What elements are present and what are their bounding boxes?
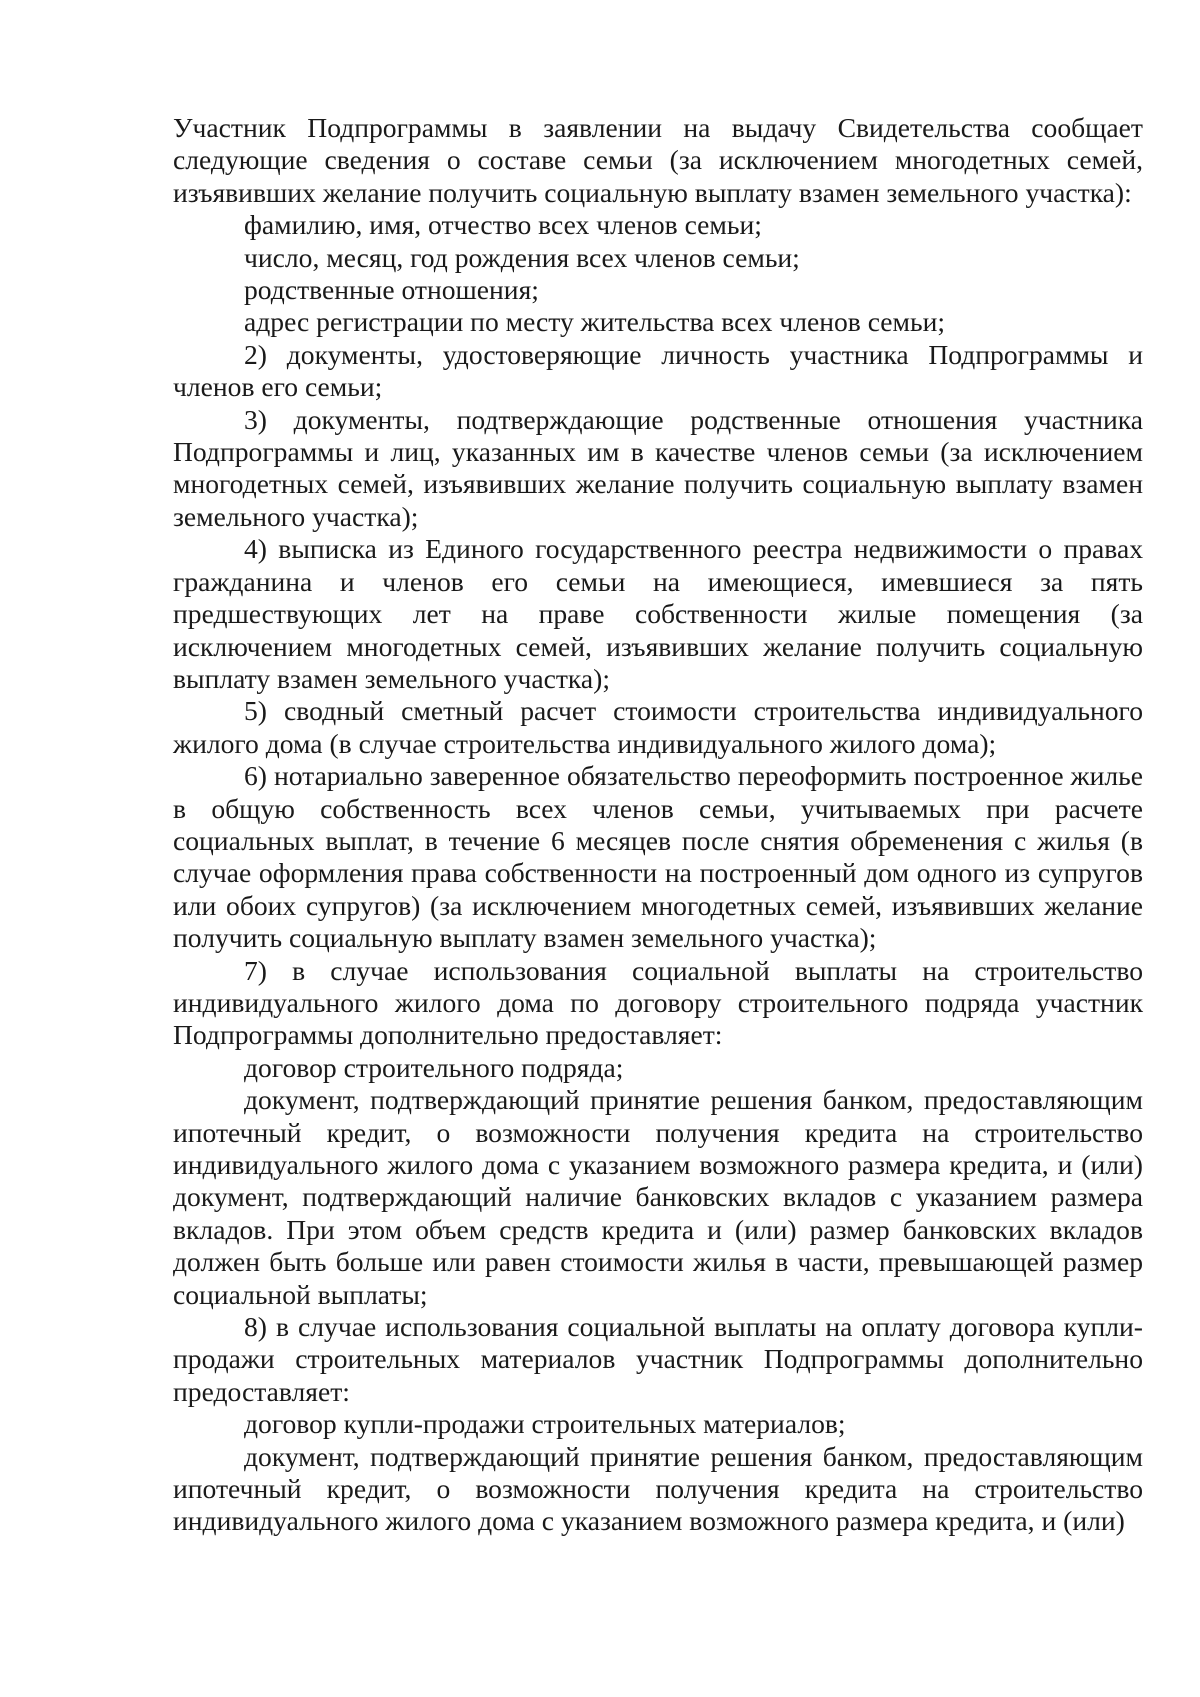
list-item-address: адрес регистрации по месту жительства всех членов семьи;: [244, 306, 946, 338]
list-item-purchase-contract: договор купли-продажи строительных материалов;: [244, 1408, 846, 1440]
paragraph-bank-document-1: документ, подтверждающий принятие решения банком, предоставляющим ипотечный кредит, о возможности получения кредита на строительство индивидуального жилого дома с указанием возможного размера кредита, и (или) документ, подтверждающий наличие банковских вкладов с указанием размера вкладов. При этом объем средств кредита и (или) размер банковских вкладов должен быть больше или равен стоимости жилья в части, превышающей размер социальной выплаты;: [173, 1084, 1143, 1310]
list-item-relationship: родственные отношения;: [244, 274, 539, 306]
list-item-full-name: фамилию, имя, отчество всех членов семьи;: [244, 209, 762, 241]
paragraph-item-5: 5) сводный сметный расчет стоимости строительства индивидуального жилого дома (в случае строительства индивидуального жилого дома);: [173, 695, 1143, 759]
paragraph-item-8: 8) в случае использования социальной выплаты на оплату договора купли-продажи строительных материалов участник Подпрограммы дополнительно предоставляет:: [173, 1311, 1143, 1407]
paragraph-bank-document-2: документ, подтверждающий принятие решения банком, предоставляющим ипотечный кредит, о возможности получения кредита на строительство индивидуального жилого дома с указанием возможного размера кредита, и (или): [173, 1440, 1143, 1537]
paragraph-intro: Участник Подпрограммы в заявлении на выдачу Свидетельства сообщает следующие сведения о составе семьи (за исключением многодетных семей, изъявивших желание получить социальную выплату взамен земельного участка):: [173, 112, 1143, 208]
list-item-construction-contract: договор строительного подряда;: [244, 1051, 624, 1083]
document-body: [173, 112, 1143, 1538]
paragraph-item-4: 4) выписка из Единого государственного реестра недвижимости о правах гражданина и членов его семьи на имеющиеся, имевшиеся за пять предшествующих лет на праве собственности жилые помещения (за исключением многодетных семей, изъявивших желание получить социальную выплату взамен земельного участка);: [173, 533, 1143, 694]
list-item-birth-date: число, месяц, год рождения всех членов семьи;: [244, 241, 800, 273]
paragraph-item-7: 7) в случае использования социальной выплаты на строительство индивидуального жилого дома по договору строительного подряда участник Подпрограммы дополнительно предоставляет:: [173, 954, 1143, 1051]
paragraph-item-6: 6) нотариально заверенное обязательство переоформить построенное жилье в общую собственность всех членов семьи, учитываемых при расчете социальных выплат, в течение 6 месяцев после снятия обременения с жилья (в случае оформления права собственности на построенный дом одного из супругов или обоих супругов) (за исключением многодетных семей, изъявивших желание получить социальную выплату взамен земельного участка);: [173, 760, 1143, 954]
paragraph-item-2: 2) документы, удостоверяющие личность участника Подпрограммы и членов его семьи;: [173, 338, 1143, 403]
paragraph-item-3: 3) документы, подтверждающие родственные отношения участника Подпрограммы и лиц, указанных им в качестве членов семьи (за исключением многодетных семей, изъявивших желание получить социальную выплату взамен земельного участка);: [173, 403, 1143, 532]
